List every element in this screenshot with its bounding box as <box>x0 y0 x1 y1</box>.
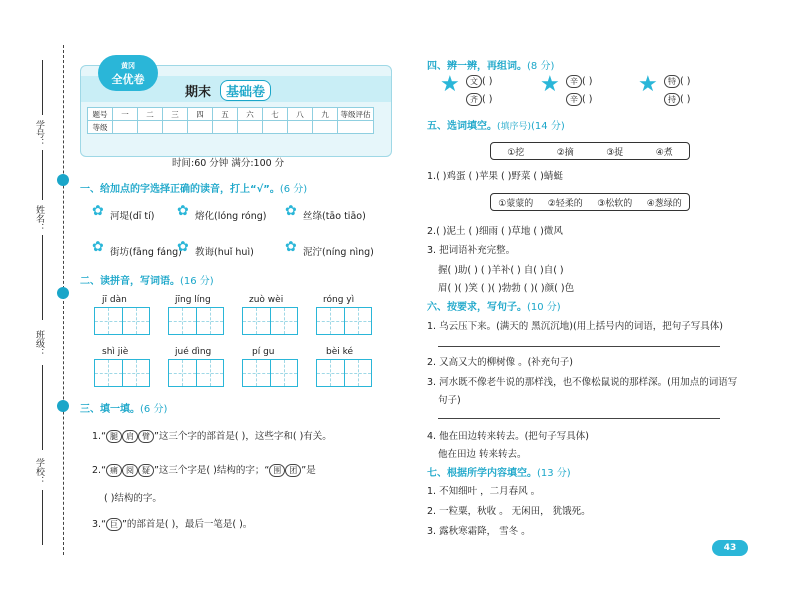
score-table <box>87 107 374 134</box>
star-icon: ★ <box>638 72 658 97</box>
score-header-cell: 一 <box>113 108 138 121</box>
writing-grid[interactable] <box>168 307 224 335</box>
pinyin-label: pí gu <box>252 347 275 357</box>
s4-pair-bottom: 持 ( ) <box>664 93 690 106</box>
s6-q3a: 3. 河水既不像老牛说的那样浅，也不像松鼠说的那样深。(用加点的词语写 <box>427 377 738 388</box>
s5-row1: 1.( )鸡蛋 ( )苹果 ( )野菜 ( )蜻蜓 <box>427 171 563 182</box>
score-header-cell: 四 <box>188 108 213 121</box>
pinyin-label: bèi ké <box>326 347 354 357</box>
bee-icon: ✿ <box>177 203 189 219</box>
char-oval: 团 <box>285 464 301 477</box>
score-cell[interactable] <box>338 121 374 134</box>
pinyin-label: shì jiè <box>102 347 129 357</box>
s7-q1: 1. 不知细叶 ，二月春风 。 <box>427 486 541 497</box>
s1-item: 熔化(lóng róng) <box>195 211 267 222</box>
score-header-cell: 八 <box>288 108 313 121</box>
margin-name-label: 姓名： <box>34 205 44 232</box>
char-oval: 腿 <box>106 430 122 443</box>
s5-row3b: 眉( )( )笑 ( )( )勃勃 ( )( )颜( )色 <box>438 283 575 294</box>
char-oval: 臂 <box>138 430 154 443</box>
answer-line[interactable] <box>438 346 720 347</box>
star-icon: ★ <box>540 72 560 97</box>
s6-q2: 2. 又高又大的柳树像 。(补充句子) <box>427 357 574 368</box>
s7-q2: 2. 一粒粟，秋收 。 无闲田， 犹饿死。 <box>427 506 591 517</box>
s5-row2: 2.( )泥土 ( )细雨 ( )草地 ( )微风 <box>427 226 563 237</box>
s1-item: 街坊(fāng fáng) <box>110 247 182 258</box>
exam-subtitle: 基础卷 <box>220 80 271 101</box>
char-oval: 阅 <box>122 464 138 477</box>
bee-icon: ✿ <box>92 239 104 255</box>
s6-q4: 4. 他在田边转来转去。(把句子写具体) <box>427 431 589 442</box>
section-3-title: 三、填一填。(6 分) <box>80 404 168 415</box>
section-7-title: 七、根据所学内容填空。(13 分) <box>427 468 571 479</box>
bee-icon: ✿ <box>177 239 189 255</box>
char-oval: 围 <box>269 464 285 477</box>
binding-line <box>63 45 64 555</box>
writing-grid[interactable] <box>94 307 150 335</box>
section-4-title: 四、辨一辨，再组词。(8 分) <box>427 61 555 72</box>
answer-line[interactable] <box>438 418 720 419</box>
pinyin-label: róng yì <box>323 295 355 305</box>
score-header-cell: 题号 <box>88 108 113 121</box>
s4-pair-top: 文 ( ) <box>466 75 492 88</box>
s3-q1: 1.“ 腿 肩 臂 ”这三个字的部首是( )，这些字和( )有关。 <box>92 431 332 442</box>
margin-class-label: 班级： <box>34 330 44 357</box>
exam-meta: 时间:60 分钟 满分:100 分 <box>172 158 285 169</box>
pinyin-label: jī dàn <box>102 295 127 305</box>
score-cell[interactable] <box>163 121 188 134</box>
s3-q3: 3.“ 巨 ”的部首是( )，最后一笔是( )。 <box>92 519 253 530</box>
score-cell[interactable] <box>213 121 238 134</box>
score-cell[interactable] <box>313 121 338 134</box>
s4-pair-top: 特 ( ) <box>664 75 690 88</box>
s1-item: 河堤(dī tí) <box>110 211 155 222</box>
score-header-cell: 七 <box>263 108 288 121</box>
s5-row3a: 握( )助( ) ( )羊补( ) 自( )自( ) <box>438 265 564 276</box>
char-oval: 痛 <box>106 464 122 477</box>
score-cell[interactable] <box>113 121 138 134</box>
score-header-cell: 九 <box>313 108 338 121</box>
badge-main-text: 全优卷 <box>111 73 145 86</box>
pinyin-label: jué dìng <box>175 347 212 357</box>
writing-grid[interactable] <box>316 359 372 387</box>
s4-pair-bottom: 辛 ( ) <box>566 93 592 106</box>
margin-line <box>42 150 43 200</box>
score-header-cell: 三 <box>163 108 188 121</box>
writing-grid[interactable] <box>168 359 224 387</box>
char-oval: 疑 <box>138 464 154 477</box>
binding-hole <box>57 287 69 299</box>
margin-id-label: 学号： <box>34 120 44 147</box>
s3-q2: 2.“ 痛 阅 疑 ”这三个字是( )结构的字；“ 围 团 ”是 <box>92 465 316 476</box>
s1-item: 泥泞(níng nìng) <box>303 247 374 258</box>
margin-line <box>42 60 43 115</box>
page-number: 43 <box>712 540 748 556</box>
pinyin-label: zuò wèi <box>249 295 284 305</box>
score-header-cell: 五 <box>213 108 238 121</box>
score-cell[interactable] <box>188 121 213 134</box>
bee-icon: ✿ <box>285 239 297 255</box>
writing-grid[interactable] <box>316 307 372 335</box>
section-5-title: 五、选词填空。(填序号)(14 分) <box>427 121 565 132</box>
exam-title: 期末 <box>185 85 212 100</box>
score-cell[interactable] <box>138 121 163 134</box>
binding-hole <box>57 174 69 186</box>
s4-pair-bottom: 齐 ( ) <box>466 93 492 106</box>
s1-item: 丝绦(tāo tiāo) <box>303 211 366 222</box>
word-scroll: ①蒙蒙的 ②轻柔的 ③松软的 ④葱绿的 <box>490 193 690 211</box>
bee-icon: ✿ <box>92 203 104 219</box>
score-header-cell: 六 <box>238 108 263 121</box>
score-cell[interactable] <box>288 121 313 134</box>
s6-q3b: 句子) <box>438 395 461 406</box>
pinyin-label: jīng líng <box>175 295 211 305</box>
s7-q3: 3. 露秋寒霜降， 雪冬 。 <box>427 526 531 537</box>
score-cell[interactable] <box>263 121 288 134</box>
star-icon: ★ <box>440 72 460 97</box>
margin-line <box>42 235 43 320</box>
char-oval: 肩 <box>122 430 138 443</box>
word-scroll: ①挖 ②摘 ③捉 ④煮 <box>490 142 690 160</box>
writing-grid[interactable] <box>242 359 298 387</box>
score-header-cell: 二 <box>138 108 163 121</box>
s3-q2-continued: ( )结构的字。 <box>104 493 162 504</box>
badge-top-text: 黄冈 <box>121 62 135 70</box>
s5-q3: 3. 把词语补充完整。 <box>427 245 516 256</box>
brand-badge <box>98 55 158 91</box>
margin-line <box>42 490 43 545</box>
score-cell[interactable] <box>238 121 263 134</box>
section-6-title: 六、按要求，写句子。(10 分) <box>427 302 561 313</box>
char-oval: 巨 <box>106 518 122 531</box>
s4-pair-top: 辛 ( ) <box>566 75 592 88</box>
section-2-title: 二、读拼音，写词语。(16 分) <box>80 276 214 287</box>
s6-q1: 1. 乌云压下来。(满天的 黑沉沉地)(用上括号内的词语，把句子写具体) <box>427 321 723 332</box>
writing-grid[interactable] <box>242 307 298 335</box>
margin-school-label: 学校： <box>34 458 44 485</box>
margin-line <box>42 365 43 450</box>
binding-hole <box>57 400 69 412</box>
score-header-cell: 等级评估 <box>338 108 374 121</box>
bee-icon: ✿ <box>285 203 297 219</box>
score-row-label: 等级 <box>88 121 113 134</box>
section-1-title: 一、给加点的字选择正确的读音，打上“√”。(6 分) <box>80 184 308 195</box>
s1-item: 教诲(huǐ huì) <box>195 247 254 258</box>
writing-grid[interactable] <box>94 359 150 387</box>
s6-q4b: 他在田边 转来转去。 <box>438 449 527 460</box>
